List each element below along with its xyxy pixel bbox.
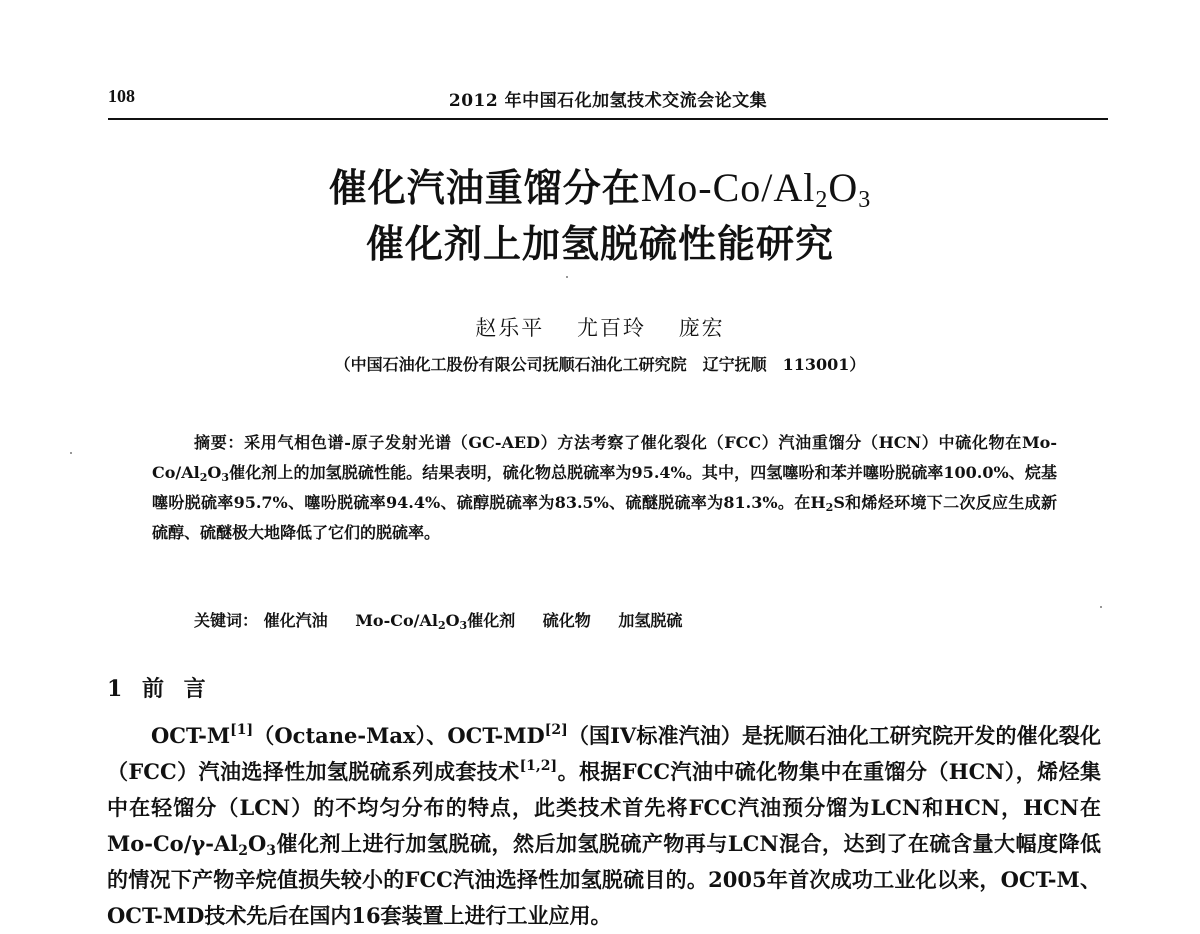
author-list [0,312,1200,342]
running-head [108,86,1108,116]
title-line-1: 催化汽油重馏分在$Mo-Co/Al_2O_3$ [328,165,872,213]
keywords [194,608,1074,631]
title-line-2: 催化剂上加氢脱硫性能研究 [365,222,834,266]
keywords-label: 关键词： [194,611,259,630]
scan-speck [70,452,72,454]
journal-title: 2012 年中国石化加氢技术交流会论文集 [448,91,768,111]
abstract: 摘要：采用气相色谱-原子发射光谱（GC-AED）方法考察了催化裂化（FCC）汽油重馏分（HCN）中硫化物在$Mo-Co/Al_2O_3$催化剂上的加氢脱硫性能。结果表明，硫化物总脱硫率为95.4%。其中，四氢噻吩和苯并噻吩脱硫率100.0%、烷基噻吩脱硫率95.7%、噻吩脱硫率94.4%、硫醇脱硫率为83.5%、硫醚脱硫率为81.3%。在$H_2S$和烯烃环境下二次反应生成新硫醇、硫醚极大地降低了它们的脱硫率。 [152,433,1057,542]
keyword: 加氢脱硫 [618,611,683,630]
section-title: 前 言 [141,676,212,702]
citation: [1] [230,722,254,738]
section-heading [107,672,212,703]
scan-speck [566,276,568,278]
author: 尤百玲 [577,316,646,340]
header-rule [108,118,1108,120]
scan-speck [1100,606,1102,608]
keyword: $Mo-Co/Al_2O_3$催化剂 [355,611,516,632]
citation: [1,2] [519,758,558,774]
keyword: 硫化物 [542,611,591,630]
body-text: OCT-M[1]（Octane-Max）、OCT-MD[2]（国IV标准汽油）是抚顺石油化工研究院开发的催化裂化（FCC）汽油选择性加氢脱硫系列成套技术[1,2]。根据FCC汽油中硫化物集中在重馏分（HCN），烯烃集中在轻馏分（LCN）的不均匀分布的特点，此类技术首先将FCC汽油预分馏为LCN和HCN，HCN在$Mo-Co/\gamma-Al_2O_3$催化剂上进行加氢脱硫，然后加氢脱硫产物再与LCN混合，达到了在硫含量大幅度降低的情况下产物辛烷值损失较小的FCC汽油选择性加氢脱硫目的。2005年首次成功工业化以来，OCT-M、OCT-MD技术先后在国内16套装置上进行工业应用。 [107,722,1101,928]
author: 庞宏 [678,316,725,340]
author: 赵乐平 [475,316,545,340]
keyword: 催化汽油 [263,611,328,630]
page-number: 108 [108,86,135,106]
affiliation: （中国石油化工股份有限公司抚顺石油化工研究院 辽宁抚顺 113001） [334,355,866,374]
abstract-label: 摘要： [194,433,245,452]
section-number: 1 [107,676,129,702]
paper-title [0,160,1200,272]
citation: [2] [544,722,568,738]
